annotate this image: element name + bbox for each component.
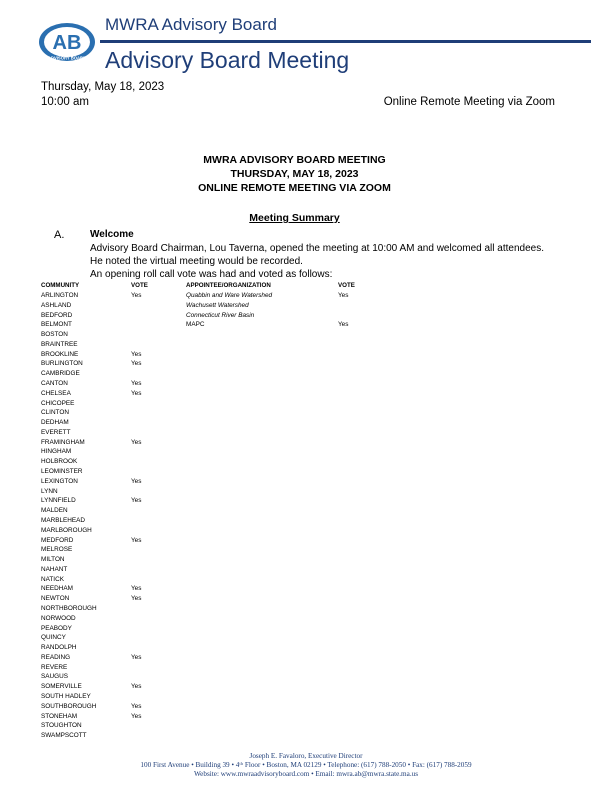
table-row: [0, 448, 612, 458]
table-row: [0, 351, 612, 361]
table-row: [0, 419, 612, 429]
appointee-vote: Yes: [338, 321, 349, 329]
table-row: [0, 585, 612, 595]
table-row: [0, 429, 612, 439]
table-row: [0, 507, 612, 517]
community-vote: Yes: [131, 497, 142, 505]
community-name: RANDOLPH: [41, 644, 77, 652]
table-row: [0, 527, 612, 537]
table-row: [0, 390, 612, 400]
summary-heading: Meeting Summary: [249, 212, 340, 224]
col-header-vote: VOTE: [131, 282, 148, 289]
community-name: READING: [41, 653, 71, 661]
community-name: BELMONT: [41, 321, 72, 329]
community-name: NORTHBOROUGH: [41, 604, 97, 612]
table-row: [0, 360, 612, 370]
col-header-community: COMMUNITY: [41, 282, 80, 289]
table-row: [0, 683, 612, 693]
appointee-name: MAPC: [186, 321, 205, 329]
meeting-location: Online Remote Meeting via Zoom: [383, 96, 555, 108]
col-header-appointee-vote: VOTE: [338, 282, 355, 289]
org-name: MWRA Advisory Board: [105, 15, 277, 34]
community-vote: Yes: [131, 585, 142, 593]
table-row: [0, 302, 612, 312]
meeting-time: 10:00 am: [41, 96, 89, 108]
table-row: [0, 458, 612, 468]
community-name: MEDFORD: [41, 536, 74, 544]
community-vote: Yes: [131, 360, 142, 368]
table-row: [0, 312, 612, 322]
community-name: SOUTHBOROUGH: [41, 702, 97, 710]
community-name: ARLINGTON: [41, 292, 79, 299]
meeting-date: Thursday, May 18, 2023: [41, 81, 165, 93]
community-name: BOSTON: [41, 331, 68, 339]
community-name: FRAMINGHAM: [41, 438, 85, 446]
table-row: [0, 576, 612, 586]
community-name: CLINTON: [41, 409, 69, 417]
community-name: MILTON: [41, 556, 65, 564]
table-row: [0, 703, 612, 713]
footer-contact: Website: www.mwraadvisoryboard.com • Email: mwra.ab@mwra.state.ma.us: [193, 770, 419, 778]
table-row: [0, 625, 612, 635]
appointee-vote: Yes: [338, 292, 349, 299]
table-row: [0, 615, 612, 625]
community-name: HOLBROOK: [41, 458, 78, 466]
table-row: [0, 664, 612, 674]
table-row: [0, 478, 612, 488]
footer-address: 100 First Avenue • Building 39 • 4ᵗʰ Floor • Boston, MA 02129 • Telephone: (617) 788-2050 • Fax: (617) 788-2059: [140, 761, 472, 769]
community-name: BRAINTREE: [41, 340, 78, 348]
appointee-name: Quabbin and Ware Watershed: [186, 292, 273, 299]
community-name: NAHANT: [41, 565, 68, 573]
table-row: [0, 380, 612, 390]
table-row: [0, 654, 612, 664]
welcome-paragraph-3: An opening roll call vote was had and voted as follows:: [90, 269, 333, 280]
community-name: MALDEN: [41, 507, 68, 515]
community-name: CANTON: [41, 380, 68, 388]
community-vote: Yes: [131, 595, 142, 603]
community-name: MARBLEHEAD: [41, 516, 86, 524]
table-row: [0, 517, 612, 527]
table-row: [0, 634, 612, 644]
community-name: SOMERVILLE: [41, 683, 82, 691]
meeting-title: Advisory Board Meeting: [105, 47, 350, 73]
table-row: [0, 400, 612, 410]
table-row: [0, 605, 612, 615]
table-row: [0, 546, 612, 556]
community-name: PEABODY: [41, 624, 72, 632]
community-name: BEDFORD: [41, 311, 73, 319]
community-name: LEOMINSTER: [41, 468, 83, 476]
welcome-paragraph-1: Advisory Board Chairman, Lou Taverna, opened the meeting at 10:00 AM and welcomed all attendees.: [90, 243, 544, 254]
table-row: [0, 722, 612, 732]
appointee-name: Connecticut River Basin: [186, 311, 255, 319]
table-row: [0, 644, 612, 654]
community-vote: Yes: [131, 380, 142, 388]
footer-director: Joseph E. Favaloro, Executive Director: [249, 752, 363, 760]
table-row: [0, 370, 612, 380]
community-name: REVERE: [41, 663, 68, 671]
community-vote: Yes: [131, 389, 142, 397]
appointee-name: Wachusett Watershed: [186, 301, 249, 309]
community-name: CHICOPEE: [41, 399, 75, 407]
community-name: EVERETT: [41, 428, 71, 436]
table-row: [0, 439, 612, 449]
community-vote: Yes: [131, 536, 142, 544]
table-row: [0, 732, 612, 742]
community-name: MELROSE: [41, 546, 73, 554]
community-vote: Yes: [131, 653, 142, 661]
doc-title-line2: THURSDAY, MAY 18, 2023: [230, 168, 359, 180]
table-row: [0, 537, 612, 547]
col-header-appointee: APPOINTEE/ORGANIZATION: [186, 282, 271, 289]
table-row: [0, 409, 612, 419]
table-row: [0, 673, 612, 683]
welcome-paragraph-2: He noted the virtual meeting would be recorded.: [90, 256, 303, 267]
community-vote: Yes: [131, 702, 142, 710]
section-letter: A.: [54, 229, 65, 241]
table-row: [0, 566, 612, 576]
logo-ring-text: ADVISORY BOARD: [47, 55, 87, 61]
table-row: [0, 595, 612, 605]
community-name: SWAMPSCOTT: [41, 732, 87, 740]
community-name: NEWTON: [41, 595, 70, 603]
community-vote: Yes: [131, 712, 142, 720]
advisory-board-logo: [38, 22, 96, 62]
header-rule: [100, 40, 591, 43]
community-name: LEXINGTON: [41, 477, 78, 485]
table-row: [0, 488, 612, 498]
community-name: MARLBOROUGH: [41, 526, 92, 534]
community-name: NATICK: [41, 575, 64, 583]
community-name: ASHLAND: [41, 301, 72, 309]
table-row: [0, 331, 612, 341]
community-name: BROOKLINE: [41, 350, 79, 358]
community-name: NEEDHAM: [41, 585, 73, 593]
community-name: BURLINGTON: [41, 360, 83, 368]
community-name: DEDHAM: [41, 419, 69, 427]
community-name: HINGHAM: [41, 448, 72, 456]
community-name: QUINCY: [41, 634, 66, 642]
community-vote: Yes: [131, 292, 142, 299]
table-row: [0, 497, 612, 507]
community-name: SAUGUS: [41, 673, 68, 681]
section-title: Welcome: [90, 229, 134, 240]
doc-title-line1: MWRA ADVISORY BOARD MEETING: [203, 154, 386, 166]
community-name: LYNN: [41, 487, 58, 495]
community-name: CHELSEA: [41, 389, 71, 397]
community-vote: Yes: [131, 477, 142, 485]
doc-title-line3: ONLINE REMOTE MEETING VIA ZOOM: [198, 182, 391, 194]
community-vote: Yes: [131, 683, 142, 691]
community-name: STONEHAM: [41, 712, 78, 720]
community-name: STOUGHTON: [41, 722, 82, 730]
table-row: [0, 468, 612, 478]
community-vote: Yes: [131, 438, 142, 446]
community-name: SOUTH HADLEY: [41, 692, 91, 700]
table-row: [0, 556, 612, 566]
community-name: LYNNFIELD: [41, 497, 76, 505]
table-row: [0, 713, 612, 723]
community-vote: Yes: [131, 350, 142, 358]
community-name: NORWOOD: [41, 614, 76, 622]
logo-letters: AB: [52, 32, 82, 54]
table-row: [0, 341, 612, 351]
table-row: [0, 693, 612, 703]
community-name: CAMBRIDGE: [41, 370, 80, 378]
table-row: [0, 292, 612, 302]
table-row: [0, 321, 612, 331]
